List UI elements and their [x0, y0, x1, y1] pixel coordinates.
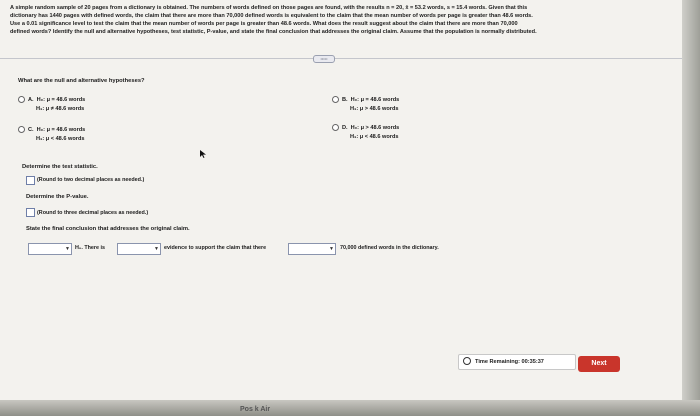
- problem-statement: [10, 4, 672, 36]
- choice-b[interactable]: [332, 96, 399, 114]
- test-statistic-hint: (Round to two decimal places as needed.): [37, 177, 145, 183]
- time-remaining-label: Time Remaining:: [475, 359, 520, 365]
- choice-letter: D.: [342, 125, 348, 131]
- question-text: What are the null and alternative hypotheses?: [18, 78, 145, 84]
- alternative-hypothesis: H₁: μ > 48.6 words: [350, 106, 399, 112]
- problem-line: dictionary has 1440 pages with defined words, the claim that there are more than 70,000 defined words is equivalent to the claim that the mean number of words per page is greater than 48.6 words.: [10, 13, 533, 19]
- null-hypothesis: H₀: μ = 48.6 words: [36, 127, 86, 133]
- comparison-dropdown[interactable]: [288, 243, 336, 255]
- null-hypothesis: H₀: μ > 48.6 words: [350, 125, 400, 131]
- clock-icon: [463, 357, 471, 365]
- conclusion-label: State the final conclusion that addresses the original claim.: [26, 226, 190, 232]
- evidence-dropdown[interactable]: [117, 243, 161, 255]
- alternative-hypothesis: H₁: μ < 48.6 words: [36, 136, 85, 142]
- radio-button[interactable]: [18, 126, 25, 133]
- choice-letter: B.: [342, 97, 348, 103]
- dropdown-arrow-icon: ▼: [329, 246, 334, 252]
- null-hypothesis: H₀: μ = 48.6 words: [36, 97, 86, 103]
- alternative-hypothesis: H₁: μ ≠ 48.6 words: [36, 106, 85, 112]
- radio-button[interactable]: [332, 96, 339, 103]
- p-value-label: Determine the P-value.: [26, 194, 89, 200]
- choice-d[interactable]: [332, 124, 399, 142]
- laptop-bezel-bottom: [0, 400, 700, 416]
- radio-button[interactable]: [332, 124, 339, 131]
- choice-a[interactable]: [18, 96, 85, 114]
- time-remaining: [458, 354, 576, 370]
- dropdown-arrow-icon: ▼: [65, 246, 70, 252]
- laptop-bezel: [682, 0, 700, 416]
- problem-line: defined words? Identify the null and alternative hypotheses, test statistic, P-value, and state the final conclusion that addresses the original claim. Assume that the population is normally distributed.: [10, 29, 537, 35]
- time-remaining-value: 00:35:37: [521, 359, 544, 365]
- choice-letter: C.: [28, 127, 34, 133]
- conclusion-text-1: H₀. There is: [75, 245, 105, 251]
- laptop-brand-text: Pos k Air: [240, 406, 271, 413]
- null-hypothesis: H₀: μ = 48.6 words: [350, 97, 400, 103]
- next-button[interactable]: Next: [578, 356, 620, 372]
- problem-line: Use a 0.01 significance level to test the claim that the mean number of words per page is greater than 48.6 words. What does the result suggest about the claim that there are more than 70,000: [10, 21, 518, 27]
- p-value-hint: (Round to three decimal places as needed.): [37, 210, 149, 216]
- mouse-cursor-icon: [200, 150, 206, 158]
- conclusion-text-2: evidence to support the claim that there: [164, 245, 267, 251]
- choice-letter: A.: [28, 97, 34, 103]
- divider-handle[interactable]: •••••: [313, 55, 335, 63]
- dropdown-arrow-icon: ▼: [154, 246, 159, 252]
- test-statistic-input[interactable]: [26, 176, 35, 185]
- problem-line: A simple random sample of 20 pages from a dictionary is obtained. The numbers of words defined on those pages are found, with the results n = 20, x̄ = 53.2 words, s = 15.4 words. Given that this: [10, 5, 528, 11]
- conclusion-text-3: 70,000 defined words in the dictionary.: [340, 245, 439, 251]
- section-divider: [0, 58, 682, 59]
- alternative-hypothesis: H₁: μ < 48.6 words: [350, 134, 399, 140]
- radio-button[interactable]: [18, 96, 25, 103]
- reject-dropdown[interactable]: [28, 243, 72, 255]
- p-value-input[interactable]: [26, 208, 35, 217]
- test-statistic-label: Determine the test statistic.: [22, 164, 98, 170]
- choice-c[interactable]: [18, 126, 85, 144]
